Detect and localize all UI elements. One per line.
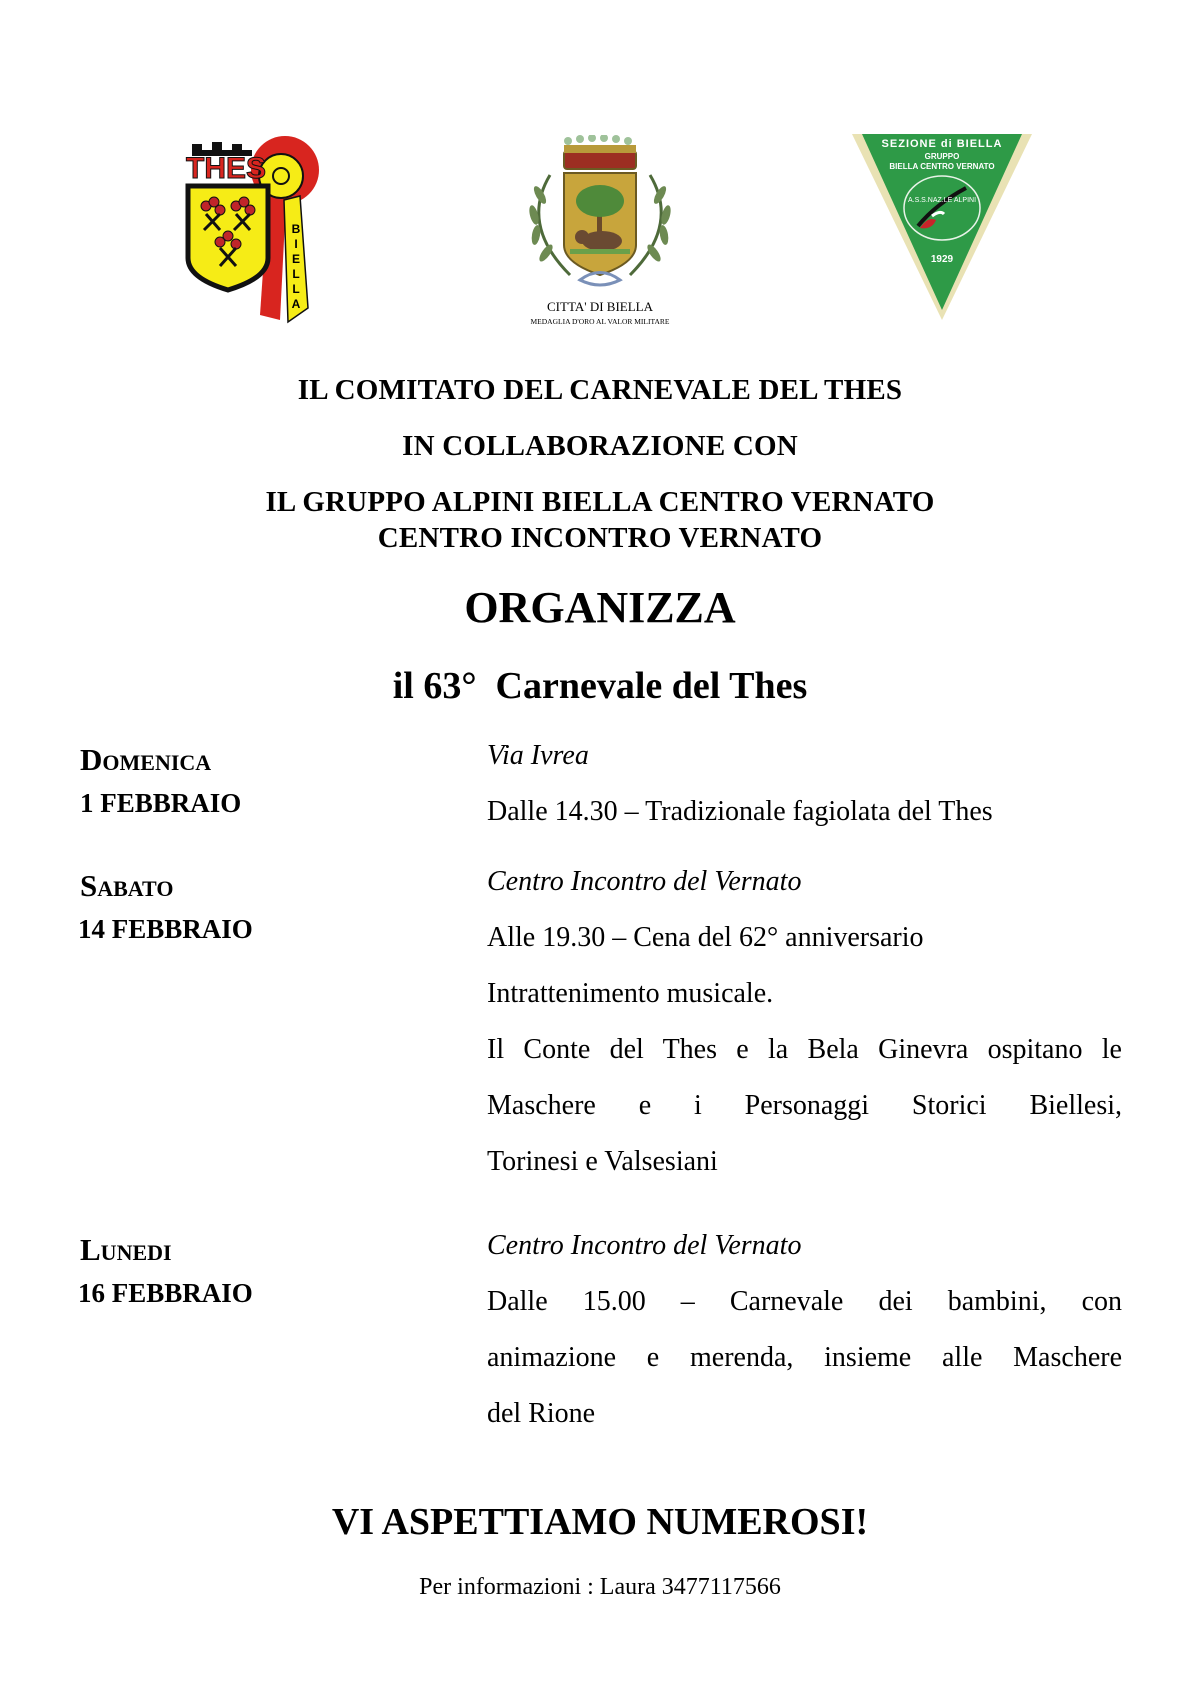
event-description-line: Intrattenimento musicale.	[487, 978, 774, 1009]
event-location: Centro Incontro del Vernato	[487, 866, 802, 897]
event-title: il 63° Carnevale del Thes	[392, 665, 808, 707]
alpini-line2: GRUPPO	[924, 152, 960, 161]
alpini-badge-text: A.S.S.NAZ.LE ALPINI	[907, 197, 977, 204]
thes-logo	[180, 130, 340, 330]
city-name: CITTA' DI BIELLA	[547, 299, 653, 314]
event-description-line: animazione e merenda, insieme alle Maschere	[487, 1342, 1122, 1373]
header-line-collaboration: IN COLLABORAZIONE CON	[402, 430, 798, 462]
thes-ribbon-text: BIELLA	[289, 222, 303, 312]
event-location: Centro Incontro del Vernato	[487, 1230, 802, 1261]
event-date: 14 FEBBRAIO	[78, 914, 253, 944]
event-day: Sabato	[80, 868, 174, 903]
header-line-group: IL GRUPPO ALPINI BIELLA CENTRO VERNATO	[265, 486, 935, 518]
event-day: Lunedi	[80, 1232, 172, 1267]
event-date: 16 FEBBRAIO	[78, 1278, 253, 1308]
alpini-line1: SEZIONE di BIELLA	[881, 138, 1003, 150]
event-description-line: Il Conte del Thes e la Bela Ginevra ospitano le	[487, 1034, 1122, 1065]
alpini-line3: BIELLA CENTRO VERNATO	[889, 162, 995, 171]
event-location: Via Ivrea	[487, 740, 589, 771]
closing-slogan: VI ASPETTIAMO NUMEROSI!	[331, 1501, 869, 1543]
header-line-committee: IL COMITATO DEL CARNEVALE DEL THES	[297, 374, 903, 406]
city-coat-of-arms-icon	[510, 135, 690, 295]
event-description-line: Alle 19.30 – Cena del 62° anniversario	[487, 922, 924, 953]
alpini-logo	[852, 134, 1032, 320]
event-description-line: Dalle 14.30 – Tradizionale fagiolata del Thes	[487, 796, 993, 827]
event-description-line: Maschere e i Personaggi Storici Biellesi,	[487, 1090, 1122, 1121]
thes-coat-of-arms-icon	[180, 130, 340, 330]
organizza-heading: ORGANIZZA	[464, 583, 736, 632]
event-description-line: Torinesi e Valsesiani	[487, 1146, 718, 1177]
header-line-center: CENTRO INCONTRO VERNATO	[377, 522, 823, 554]
contact-info: Per informazioni : Laura 3477117566	[419, 1574, 781, 1600]
city-logo	[510, 135, 690, 335]
alpini-year: 1929	[930, 254, 954, 265]
event-day: Domenica	[80, 742, 212, 777]
event-description-line: del Rione	[487, 1398, 596, 1429]
event-date: 1 FEBBRAIO	[80, 788, 242, 818]
thes-logo-text: THES	[186, 152, 267, 185]
event-description-line: Dalle 15.00 – Carnevale dei bambini, con	[487, 1286, 1122, 1317]
city-motto: MEDAGLIA D'ORO AL VALOR MILITARE	[530, 317, 670, 326]
